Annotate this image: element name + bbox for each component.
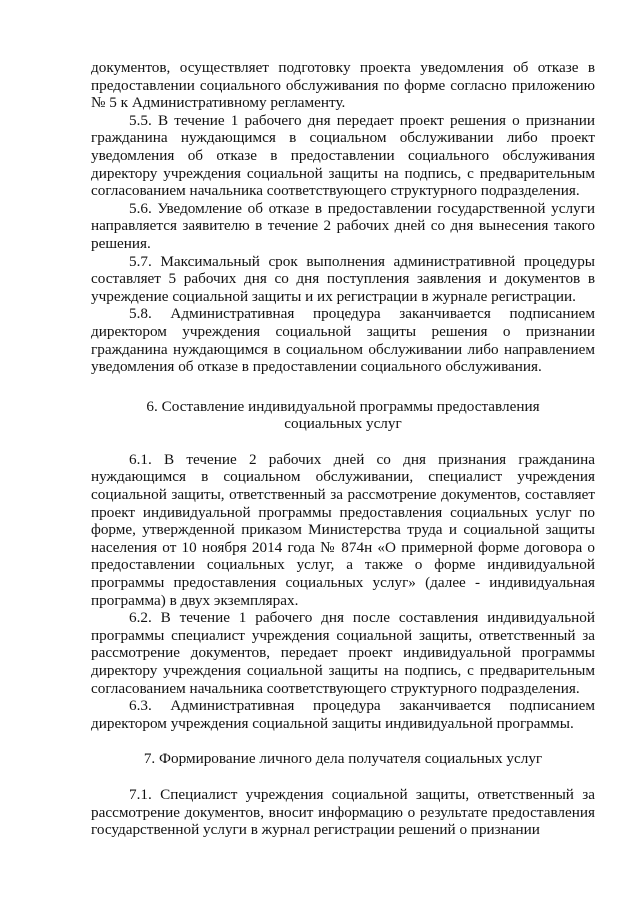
spacer bbox=[91, 732, 595, 750]
paragraph-continuation: документов, осуществляет подготовку проекта уведомления об отказе в предоставлении социального обслуживания по форме согласно приложению № 5 к Административному регламенту. bbox=[91, 59, 595, 112]
paragraph-5-5: 5.5. В течение 1 рабочего дня передает проект решения о признании гражданина нуждающимся в социальном обслуживании либо проект уведомления об отказе в предоставлении социального обслуживания директору учреждения социальной защиты на подпись, с предварительным согласованием начальника соответствующего структурного подразделения. bbox=[91, 111, 595, 200]
section-6-heading-line2: социальных услуг bbox=[284, 415, 402, 433]
section-6-heading bbox=[91, 398, 595, 433]
paragraph-6-3: 6.3. Административная процедура заканчивается подписанием директором учреждения социальной защиты индивидуальной программы. bbox=[91, 697, 595, 732]
section-7-heading: 7. Формирование личного дела получателя социальных услуг bbox=[143, 750, 543, 768]
spacer bbox=[91, 768, 595, 786]
paragraph-5-7: 5.7. Максимальный срок выполнения административной процедуры составляет 5 рабочих дня со дня поступления заявления и документов в учреждение социальной защиты и их регистрации в журнале регистрации. bbox=[91, 252, 595, 305]
spacer bbox=[91, 376, 595, 398]
document-page bbox=[91, 59, 595, 839]
paragraph-7-1: 7.1. Специалист учреждения социальной защиты, ответственный за рассмотрение документов, вносит информацию о результате предоставления государственной услуги в журнал регистрации решений о признании bbox=[91, 785, 595, 839]
spacer bbox=[91, 433, 595, 451]
paragraph-5-6: 5.6. Уведомление об отказе в предоставлении государственной услуги направляется заявителю в течение 2 рабочих дней со дня вынесения такого решения. bbox=[91, 199, 595, 252]
paragraph-6-2: 6.2. В течение 1 рабочего дня после составления индивидуальной программы специалист учреждения социальной защиты, ответственный за рассмотрение документов, передает проект индивидуальной программы директору учреждения социальной защиты на подпись, с предварительным согласованием начальника соответствующего структурного подразделения. bbox=[91, 609, 595, 697]
section-6-heading-line1: 6. Составление индивидуальной программы предоставления bbox=[146, 397, 540, 415]
paragraph-5-8: 5.8. Административная процедура заканчивается подписанием директором учреждения социальной защиты решения о признании гражданина нуждающимся в социальном обслуживании либо направлением уведомления об отказе в предоставлении социального обслуживания. bbox=[91, 305, 595, 376]
paragraph-6-1: 6.1. В течение 2 рабочих дней со дня признания гражданина нуждающимся в социальном обслуживании, специалист учреждения социальной защиты, ответственный за рассмотрение документов, составляет проект индивидуальной программы предоставления социальных услуг по форме, утвержденной приказом Министерства труда и социальной защиты населения от 10 ноября 2014 года № 874н «О примерной форме договора о предоставлении социальных услуг, а также о форме индивидуальной программы предоставления социальных услуг» (далее - индивидуальная программа) в двух экземплярах. bbox=[91, 450, 595, 609]
